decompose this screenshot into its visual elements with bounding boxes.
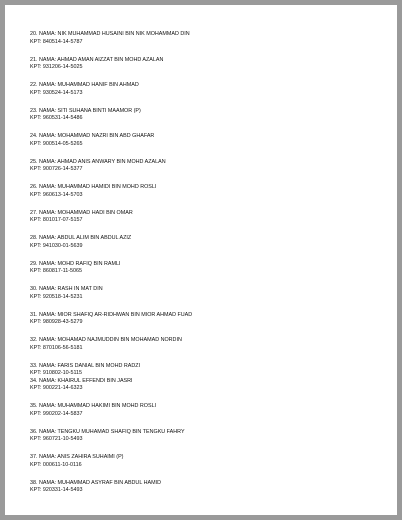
- entry-kpt: KPT: 801017-07-5157: [30, 217, 83, 223]
- list-item: [30, 403, 397, 418]
- list-item: [30, 210, 397, 225]
- entry-name: 28. NAMA: ABDUL ALIM BIN ABDUL AZIZ: [30, 235, 132, 241]
- list-item: [30, 337, 397, 352]
- entry-name: 37. NAMA: ANIS ZAHIRA SUHAIMI (P): [30, 454, 124, 460]
- entry-kpt: KPT: 960613-14-5703: [30, 191, 83, 198]
- list-item: [30, 454, 397, 469]
- entry-name: 20. NAMA: NIK MUHAMMAD HUSAINI BIN NIK MOHAMMAD DIN: [30, 31, 190, 37]
- entry-kpt: KPT: 900514-05-5265: [30, 140, 83, 147]
- entry-name: 34. NAMA: KHAIRUL EFFENDI BIN JASRI: [30, 377, 133, 384]
- entry-kpt: KPT: 860817-11-5065: [30, 268, 83, 274]
- list-item: [30, 133, 397, 148]
- list-item: [30, 31, 397, 46]
- entry-kpt: KPT: 931206-14-5025: [30, 64, 83, 70]
- entry-kpt: KPT: 870106-56-5181: [30, 344, 83, 351]
- list-item: [30, 363, 397, 378]
- list-item: [30, 159, 397, 174]
- entry-name: 26. NAMA: MUHAMMAD HAMIDI BIN MOHD ROSLI: [30, 184, 157, 190]
- list-item: [30, 108, 397, 123]
- entry-name: 32. NAMA: MOHAMAD NAJMUDDIN BIN MOHAMAD NORDIN: [30, 337, 182, 343]
- entry-name: 31. NAMA: MIOR SHAFIQ AR-RIDHWAN BIN MIOR AHMAD FUAD: [30, 311, 193, 318]
- entry-kpt: KPT: 840514-14-5787: [30, 38, 83, 45]
- entry-kpt: KPT: 000611-10-0116: [30, 461, 82, 468]
- list-item: [30, 312, 397, 327]
- entry-name: 36. NAMA: TENGKU MUHAMAD SHAFIQ BIN TENGKU FAHRY: [30, 428, 185, 435]
- list-item: [30, 378, 397, 393]
- entry-name: 35. NAMA: MUHAMMAD HAKIMI BIN MOHD ROSLI: [30, 403, 157, 409]
- entry-kpt: KPT: 920331-14-5493: [30, 487, 83, 493]
- document-page: [5, 5, 397, 515]
- entry-kpt: KPT: 900726-14-5377: [30, 166, 83, 172]
- entry-name: 21. NAMA: AHMAD AMAN AIZZAT BIN MOHD AZALAN: [30, 56, 164, 63]
- entry-name: 30. NAMA: RASH IN MAT DIN: [30, 286, 103, 292]
- list-item: [30, 480, 397, 495]
- list-item: [30, 286, 397, 301]
- list-item: [30, 184, 397, 199]
- entry-kpt: KPT: 980928-43-5279: [30, 319, 83, 325]
- list-item: [30, 82, 397, 97]
- entry-kpt: KPT: 960721-10-5493: [30, 436, 83, 442]
- entry-name: 25. NAMA: AHMAD ANIS ANWARY BIN MOHD AZALAN: [30, 158, 166, 165]
- entry-kpt: KPT: 990202-14-5837: [30, 410, 83, 417]
- entry-kpt: KPT: 960531-14-5486: [30, 115, 83, 121]
- entry-kpt: KPT: 910802-10-5115: [30, 370, 83, 376]
- entry-name: 24. NAMA: MOHAMMAD NAZRI BIN ABD GHAFAR: [30, 133, 155, 139]
- entry-name: 23. NAMA: SITI SUHANA BINTI MAAMOR (P): [30, 107, 141, 114]
- list-item: [30, 261, 397, 276]
- list-item: [30, 429, 397, 444]
- entry-name: 27. NAMA: MOHAMMAD HADI BIN OMAR: [30, 209, 133, 216]
- entry-name: 33. NAMA: FARIS DANIAL BIN MOHD RADZI: [30, 362, 141, 369]
- entry-kpt: KPT: 920518-14-5231: [30, 293, 83, 300]
- list-item: [30, 57, 397, 72]
- list-item: [30, 235, 397, 250]
- entry-name: 22. NAMA: MUHAMMAD HANIF BIN AHMAD: [30, 82, 139, 88]
- entry-kpt: KPT: 941030-01-5639: [30, 242, 83, 249]
- entry-name: 38. NAMA: MUHAMMAD ASYRAF BIN ABDUL HAMID: [30, 479, 161, 486]
- entry-kpt: KPT: 930524-14-5173: [30, 89, 83, 96]
- entry-name: 29. NAMA: MOHD RAFIQ BIN RAMLI: [30, 260, 121, 267]
- entry-kpt: KPT: 900221-14-6323: [30, 385, 83, 391]
